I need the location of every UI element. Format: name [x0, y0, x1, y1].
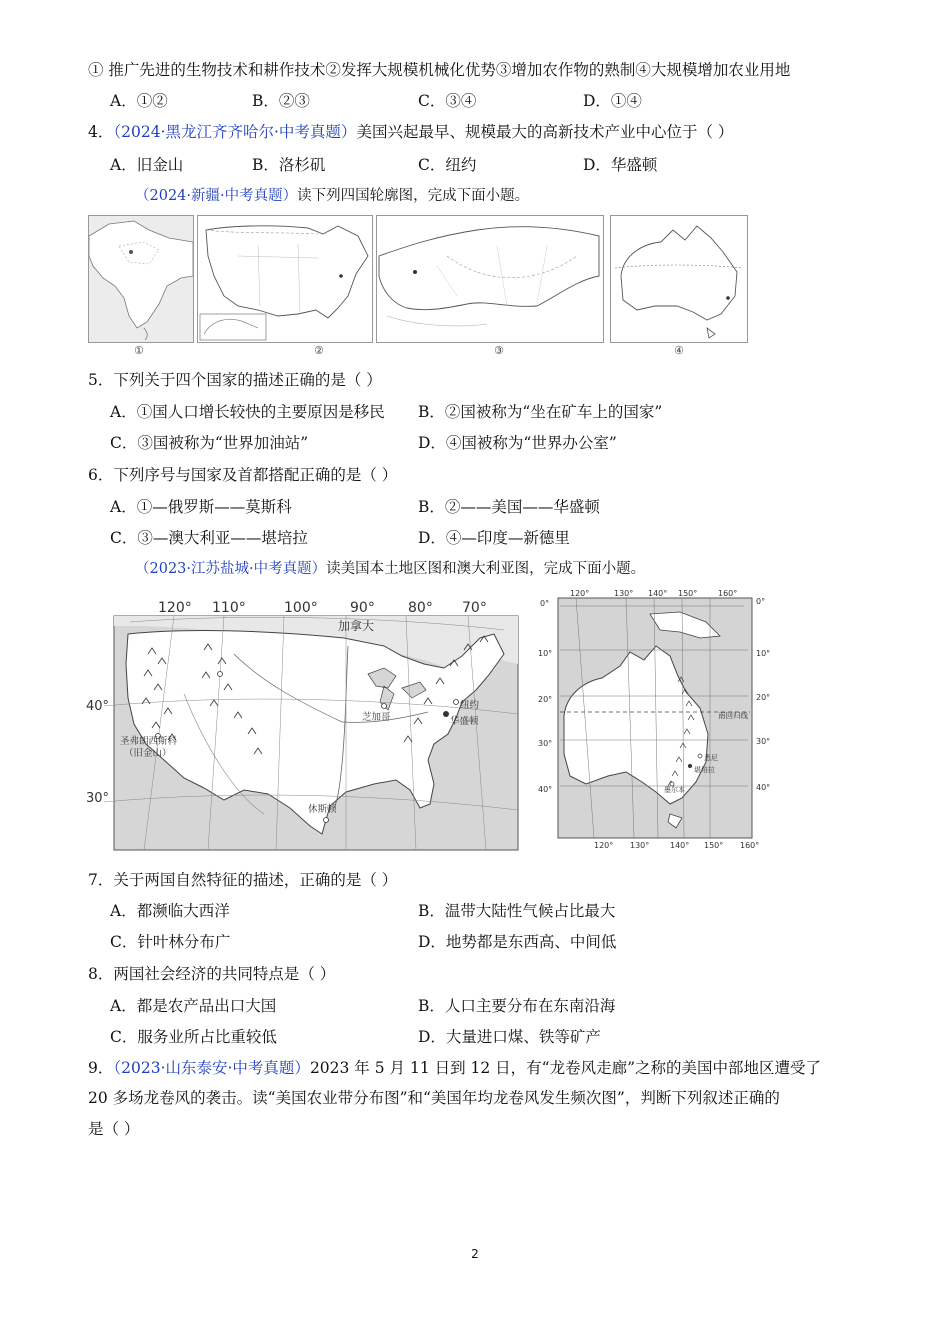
q8-option-a: A．都是农产品出口大国 [110, 997, 277, 1015]
usa-lon-label-110: 110° [212, 600, 246, 616]
map-outline-india [88, 215, 194, 343]
q6-number: 6． [88, 466, 114, 484]
q4-stem-line [88, 121, 733, 143]
aus-label-melbourne: 墨尔本 [664, 786, 685, 794]
q5-option-d: D．④国被称为“世界办公室” [418, 434, 617, 452]
q5-stem: 下列关于四个国家的描述正确的是（ ） [113, 371, 382, 389]
q3-option-b: B．②③ [252, 92, 310, 110]
q5-option-a: A．①国人口增长较快的主要原因是移民 [110, 403, 385, 421]
aus-lon-bottom-160: 160° [740, 841, 760, 850]
q7-option-a: A．都濒临大西洋 [110, 902, 230, 920]
map-caption-2: ② [314, 344, 324, 357]
group2-intro-line [135, 558, 645, 580]
aus-lat-right-20: 20° [756, 693, 770, 702]
q9-text-1: 2023 年 5 月 11 日到 12 日，有“龙卷风走廊”之称的美国中部地区遭受了 [309, 1059, 822, 1077]
q6-stem-line [88, 464, 397, 486]
q8-option-b: B．人口主要分布在东南沿海 [418, 997, 616, 1015]
q7-number: 7． [88, 871, 114, 889]
q3-statements: ① 推广先进的生物技术和耕作技术②发挥大规模机械化优势③增加农作物的熟制④大规模增加农业用地 [88, 61, 791, 79]
usa-label-houston: 休斯顿 [308, 804, 337, 815]
q6-option-d: D．④—印度—新德里 [418, 529, 570, 547]
q4-number: 4． [88, 123, 114, 141]
usa-lat-label-30: 30° [86, 791, 110, 806]
aus-label-sydney: 悉尼 [704, 754, 718, 762]
q7-option-d: D．地势都是东西高、中间低 [418, 933, 617, 951]
usa-label-sf: 圣弗朗西斯科 [120, 736, 178, 747]
map-caption-4: ④ [674, 344, 684, 357]
australia-map [530, 586, 770, 854]
aus-lat-left-0: 0° [540, 599, 550, 608]
q3-option-a: A．①② [110, 92, 168, 110]
q4-option-b: B．洛杉矶 [252, 156, 326, 174]
q6-stem: 下列序号与国家及首都搭配正确的是（ ） [113, 466, 398, 484]
q7-stem-line [88, 869, 397, 891]
page-number: 2 [471, 1247, 479, 1261]
q8-option-d: D．大量进口煤、铁等矿产 [418, 1028, 601, 1046]
q6-option-b: B．②——美国——华盛顿 [418, 498, 600, 516]
map-outline-russia [376, 215, 604, 343]
aus-label-tropic: 南回归线 [718, 711, 748, 720]
usa-label-washington: 华盛顿 [450, 716, 479, 727]
aus-lat-right-10: 10° [756, 649, 770, 658]
q7-stem: 关于两国自然特征的描述，正确的是（ ） [113, 871, 398, 889]
aus-lat-right-40: 40° [756, 783, 770, 792]
aus-lon-bottom-130: 130° [630, 841, 650, 850]
q9-source: （2023·山东泰安·中考真题） [113, 1059, 310, 1077]
q6-option-c: C．③—澳大利亚——堪培拉 [110, 529, 308, 547]
q8-stem-line [88, 963, 335, 985]
q7-option-c: C．针叶林分布广 [110, 933, 231, 951]
aus-lat-left-10: 10° [538, 649, 553, 658]
aus-lon-bottom-150: 150° [704, 841, 724, 850]
q9-number: 9． [88, 1059, 114, 1077]
map-outline-australia [610, 215, 748, 343]
usa-lon-label-70: 70° [462, 600, 487, 616]
aus-lon-bottom-120: 120° [594, 841, 614, 850]
q4-source: （2024·黑龙江齐齐哈尔·中考真题） [113, 123, 357, 141]
q9-line-2: 20 多场龙卷风的袭击。读“美国农业带分布图”和“美国年均龙卷风发生频次图”，判断下列叙述正确的 [88, 1089, 780, 1107]
q9-line-1 [88, 1057, 821, 1079]
aus-lat-right-0: 0° [756, 597, 766, 606]
group2-intro: 读美国本土地区图和澳大利亚图，完成下面小题。 [326, 561, 646, 577]
usa-label-newyork: 纽约 [460, 700, 480, 711]
aus-label-canberra: 堪培拉 [694, 766, 715, 774]
q5-number: 5． [88, 371, 114, 389]
q5-option-c: C．③国被称为“世界加油站” [110, 434, 309, 452]
q5-stem-line [88, 369, 382, 391]
aus-lon-top-160: 160° [718, 589, 738, 598]
aus-lon-top-150: 150° [678, 589, 698, 598]
q9-line-3: 是（ ） [88, 1120, 140, 1138]
usa-lat-label-40: 40° [86, 699, 110, 714]
q8-option-c: C．服务业所占比重较低 [110, 1028, 277, 1046]
aus-lon-top-130: 130° [614, 589, 634, 598]
group1-intro: 读下列四国轮廓图，完成下面小题。 [297, 188, 530, 204]
usa-lon-label-90: 90° [350, 600, 375, 616]
q4-option-c: C．纽约 [418, 156, 477, 174]
group1-intro-line [135, 185, 529, 207]
aus-lon-bottom-140: 140° [670, 841, 690, 850]
q4-option-d: D．华盛顿 [583, 156, 658, 174]
q5-option-b: B．②国被称为“坐在矿车上的国家” [418, 403, 663, 421]
group2-source: （2023·江苏盐城·中考真题） [135, 561, 327, 577]
q3-option-c: C．③④ [418, 92, 477, 110]
map-caption-3: ③ [494, 344, 504, 357]
q8-stem: 两国社会经济的共同特点是（ ） [113, 965, 336, 983]
q4-option-a: A．旧金山 [110, 156, 184, 174]
aus-lat-left-20: 20° [538, 695, 553, 704]
group1-source: （2024·新疆·中考真题） [135, 188, 298, 204]
aus-lat-left-30: 30° [538, 739, 553, 748]
usa-label-canada: 加拿大 [338, 619, 375, 633]
aus-lon-top-140: 140° [648, 589, 668, 598]
aus-lon-top-120: 120° [570, 589, 590, 598]
q7-option-b: B．温带大陆性气候占比最大 [418, 902, 616, 920]
q8-number: 8． [88, 965, 114, 983]
usa-lon-label-80: 80° [408, 600, 433, 616]
usa-lon-label-120: 120° [158, 600, 192, 616]
usa-label-chicago: 芝加哥 [362, 712, 391, 723]
q3-option-d: D．①④ [583, 92, 642, 110]
map-outline-usa [197, 215, 373, 343]
aus-lat-right-30: 30° [756, 737, 770, 746]
usa-label-sf-alt: （旧金山） [124, 748, 172, 759]
q4-stem: 美国兴起最早、规模最大的高新技术产业中心位于（ ） [356, 123, 734, 141]
usa-lon-label-100: 100° [284, 600, 318, 616]
q6-option-a: A．①—俄罗斯——莫斯科 [110, 498, 292, 516]
aus-lat-left-40: 40° [538, 785, 553, 794]
usa-mainland-map [84, 594, 520, 852]
map-caption-1: ① [134, 344, 144, 357]
